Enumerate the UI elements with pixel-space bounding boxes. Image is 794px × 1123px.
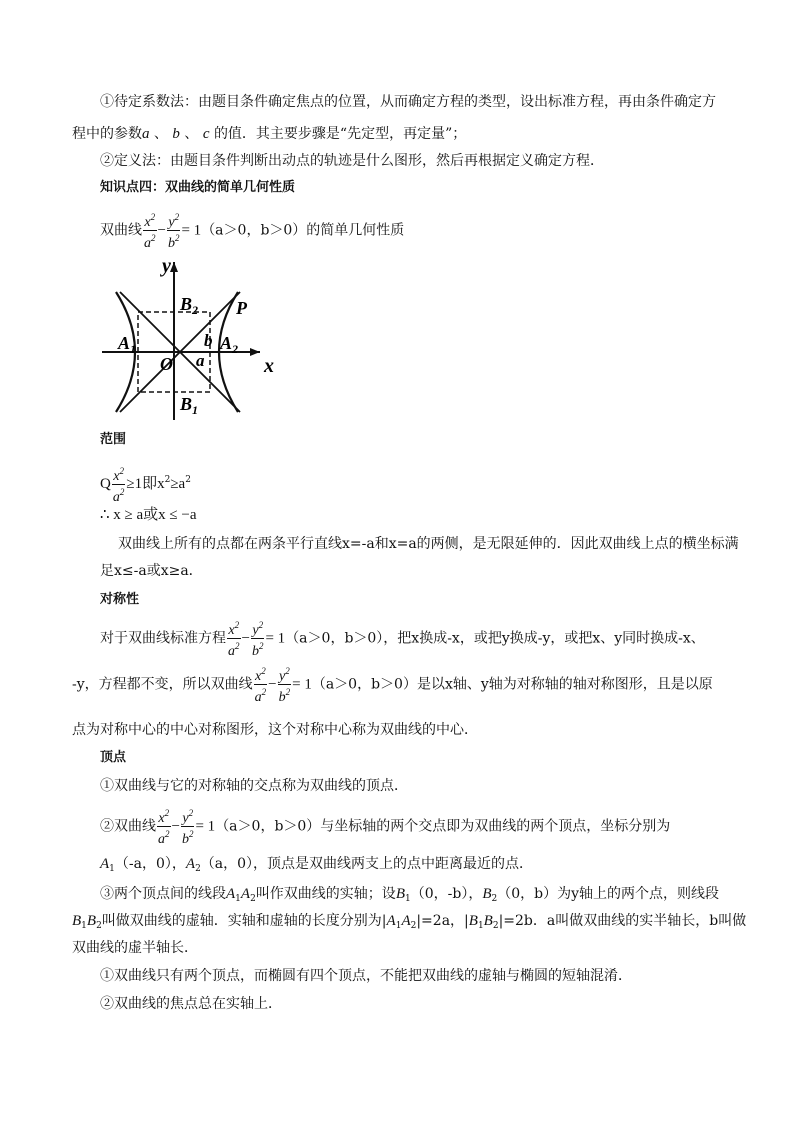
symmetry-line-3: 点为对称中心的中心对称图形，这个对称中心称为双曲线的中心．	[72, 722, 478, 738]
label-x: x	[264, 355, 274, 377]
label-A2: $A_2$	[220, 333, 239, 356]
hyperbola-figure	[100, 252, 290, 422]
vertex-point-3-line1: ③两个顶点间的线段$A_1A_2$叫作双曲线的实轴；设$B_1(0$，-b），$B_2(0$，b）为y轴上的两个点，则线段	[100, 886, 720, 904]
note-2: ②双曲线的焦点总在实轴上．	[100, 996, 282, 1012]
range-paragraph-1: 双曲线上所有的点都在两条平行直线x=-a和x=a的两侧，是无限延伸的．因此双曲线上点的横坐标满	[118, 536, 739, 552]
fraction-y2-b2: $\frac{y^2}{b^2}$	[167, 212, 180, 251]
symmetry-heading: 对称性	[100, 592, 140, 607]
range-paragraph-2: 足x≤-a或x≥a．	[100, 563, 203, 579]
fraction-x2-a2: $\frac{x^2}{a^2}$	[144, 212, 156, 251]
vertex-point-2: ②双曲线 $\frac{x^2}{a^2}$ − $\frac{y^2}{b^2}$ = 1（a＞0，b＞0）与坐标轴的两个交点即为双曲线的两个顶点，坐标分别为	[100, 808, 671, 847]
label-P: P	[236, 298, 247, 318]
section-heading-4: 知识点四：双曲线的简单几何性质	[100, 180, 296, 195]
vertex-point-1: ①双曲线与它的对称轴的交点称为双曲线的顶点．	[100, 778, 408, 794]
label-O: O	[160, 354, 173, 374]
paragraph-method2: ②定义法：由题目条件判断出动点的轨迹是什么图形，然后再根据定义确定方程．	[100, 153, 604, 169]
label-y: y	[162, 255, 171, 277]
range-inequality-1: Q $\frac{x^2}{a^2}$ ≥1即$x^2\ge a^2$	[100, 465, 191, 505]
paragraph-method1-line2: 程中的参数a 、 b 、 c 的值．其主要步骤是“先定型，再定量”；	[72, 126, 467, 142]
label-A1: $A_1$	[118, 333, 137, 356]
vertex-coordinates: $A_1(-a$，0），$A_2(a$，0），顶点是双曲线两支上的点中距离最近的点．	[100, 856, 534, 874]
note-1: ①双曲线只有两个顶点，而椭圆有四个顶点，不能把双曲线的虚轴与椭圆的短轴混淆．	[100, 968, 632, 984]
label-B1: $B_1$	[180, 394, 199, 417]
intro-line: 双曲线 $\frac{x^2}{a^2}$ − $\frac{y^2}{b^2}$ = 1（a＞0，b＞0）的简单几何性质	[100, 212, 405, 251]
symmetry-line-2: -y，方程都不变，所以双曲线 $\frac{x^2}{a^2}$ − $\frac{y^2}{b^2}$ = 1（a＞0，b＞0）是以x轴、y轴为对称轴的轴对称图形，且是以原	[72, 666, 713, 705]
vertex-point-3-line2: $B_1B_2$叫做双曲线的虚轴．实轴和虚轴的长度分别为$|A_1A_2|=2a$，$|B_1B_2|=2b$．a叫做双曲线的实半轴长，b叫做	[72, 913, 747, 931]
range-heading: 范围	[100, 432, 127, 447]
label-B2: $B_2$	[180, 294, 199, 317]
vertex-heading: 顶点	[100, 750, 127, 765]
label-b: b	[204, 331, 213, 350]
vertex-point-3-line3: 双曲线的虚半轴长．	[72, 940, 198, 956]
range-inequality-2: ∴ x ≥ a或x ≤ −a	[100, 507, 197, 523]
paragraph-method1-line1: ①待定系数法：由题目条件确定焦点的位置，从而确定方程的类型，设出标准方程，再由条件确定方	[100, 94, 716, 110]
label-a: a	[196, 351, 205, 370]
symmetry-line-1: 对于双曲线标准方程 $\frac{x^2}{a^2}$ − $\frac{y^2}{b^2}$ = 1（a＞0，b＞0），把x换成-x，或把y换成-y，或把x、y同时换成-x、	[100, 620, 705, 659]
